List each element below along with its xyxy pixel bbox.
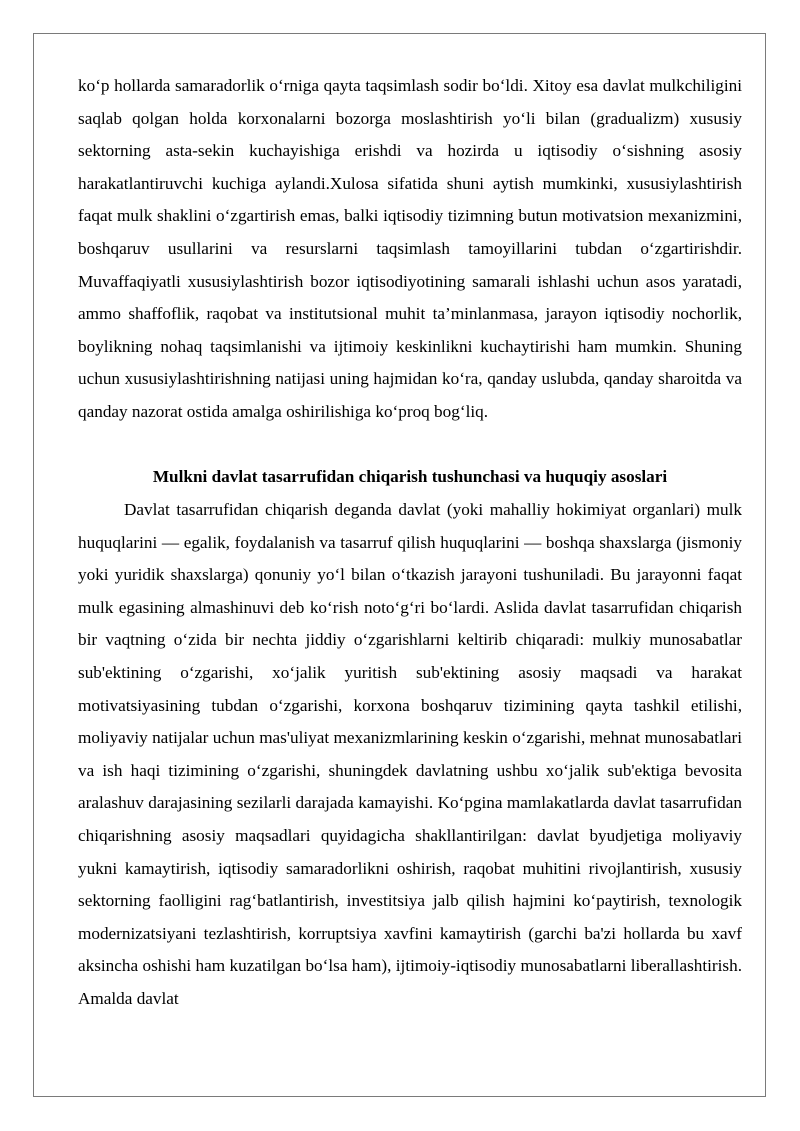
- paragraph-text: ko‘p hollarda samaradorlik o‘rniga qayta taqsimlash sodir bo‘ldi. Xitoy esa davlat mulkchiligini saqlab qolgan holda korxonalarni bozorga moslashtirish yo‘li bilan (gradualizm) xususiy sektorning asta-sekin kuchayishiga erishdi va hozirda u iqtisodiy o‘sishning asosiy harakatlantiruvchi kuchiga aylandi.Xulosa sifatida shuni aytish mumkinki, xususiylashtirish faqat mulk shaklini o‘zgartirish emas, balki iqtisodiy tizimning butun motivatsion mexanizmini, boshqaruv usullarini va resurslarni taqsimlash tamoyillarini tubdan o‘zgartirishdir. Muvaffaqiyatli xususiylashtirish bozor iqtisodiyotining samarali ishlashi uchun asos yaratadi, ammo shaffoflik, raqobat va institutsional muhit ta’minlanmasa, jarayon iqtisodiy nochorlik, boylikning nohaq taqsimlanishi va ijtimoiy keskinlikni kuchaytirishi ham mumkin. Shuning uchun xususiylashtirishning natijasi uning hajmidan ko‘ra, qanday uslubda, qanday sharoitda va qanday nazorat ostida amalga oshirilishiga ko‘proq bog‘liq.: [78, 76, 742, 421]
- paragraph-text: Davlat tasarrufidan chiqarish deganda davlat (yoki mahalliy hokimiyat organlari) mulk huquqlarini — egalik, foydalanish va tasarruf qilish huquqlarini — boshqa shaxslarga (jismoniy yoki yuridik shaxslarga) qonuniy yo‘l bilan o‘tkazish jarayoni tushuniladi. Bu jarayonni faqat mulk egasining almashinuvi deb ko‘rish noto‘g‘ri bo‘lardi. Aslida davlat tasarrufidan chiqarish bir vaqtning o‘zida bir nechta jiddiy o‘zgarishlarni keltirib chiqaradi: mulkiy munosabatlar sub'ektining o‘zgarishi, xo‘jalik yuritish sub'ektining asosiy maqsadi va harakat motivatsiyasining tubdan o‘zgarishi, korxona boshqaruv tizimining qayta tashkil etilishi, moliyaviy natijalar uchun mas'uliyat mexanizmlarining keskin o‘zgarishi, mehnat munosabatlari va ish haqi tizimining o‘zgarishi, shuningdek davlatning ushbu xo‘jalik sub'ektiga bevosita aralashuv darajasining sezilarli darajada kamayishi. Ko‘pgina mamlakatlarda davlat tasarrufidan chiqarishning asosiy maqsadlari quyidagicha shakllantirilgan: davlat byudjetiga moliyaviy yukni kamaytirish, iqtisodiy samaradorlikni oshirish, raqobat muhitini rivojlantirish, xususiy sektorning faolligini rag‘batlantirish, investitsiya jalb qilish hajmini ko‘paytirish, texnologik modernizatsiyani tezlashtirish, korruptsiya xavfini kamaytirish (garchi ba'zi hollarda bu xavf aksincha oshishi ham kuzatilgan bo‘lsa ham), ijtimoiy-iqtisodiy munosabatlarni liberallashtirish. Amalda davlat: [78, 500, 742, 1008]
- body-paragraph-1: [78, 70, 742, 429]
- section-heading: Mulkni davlat tasarrufidan chiqarish tushunchasi va huquqiy asoslari: [152, 467, 668, 486]
- body-paragraph-2: [78, 494, 742, 1016]
